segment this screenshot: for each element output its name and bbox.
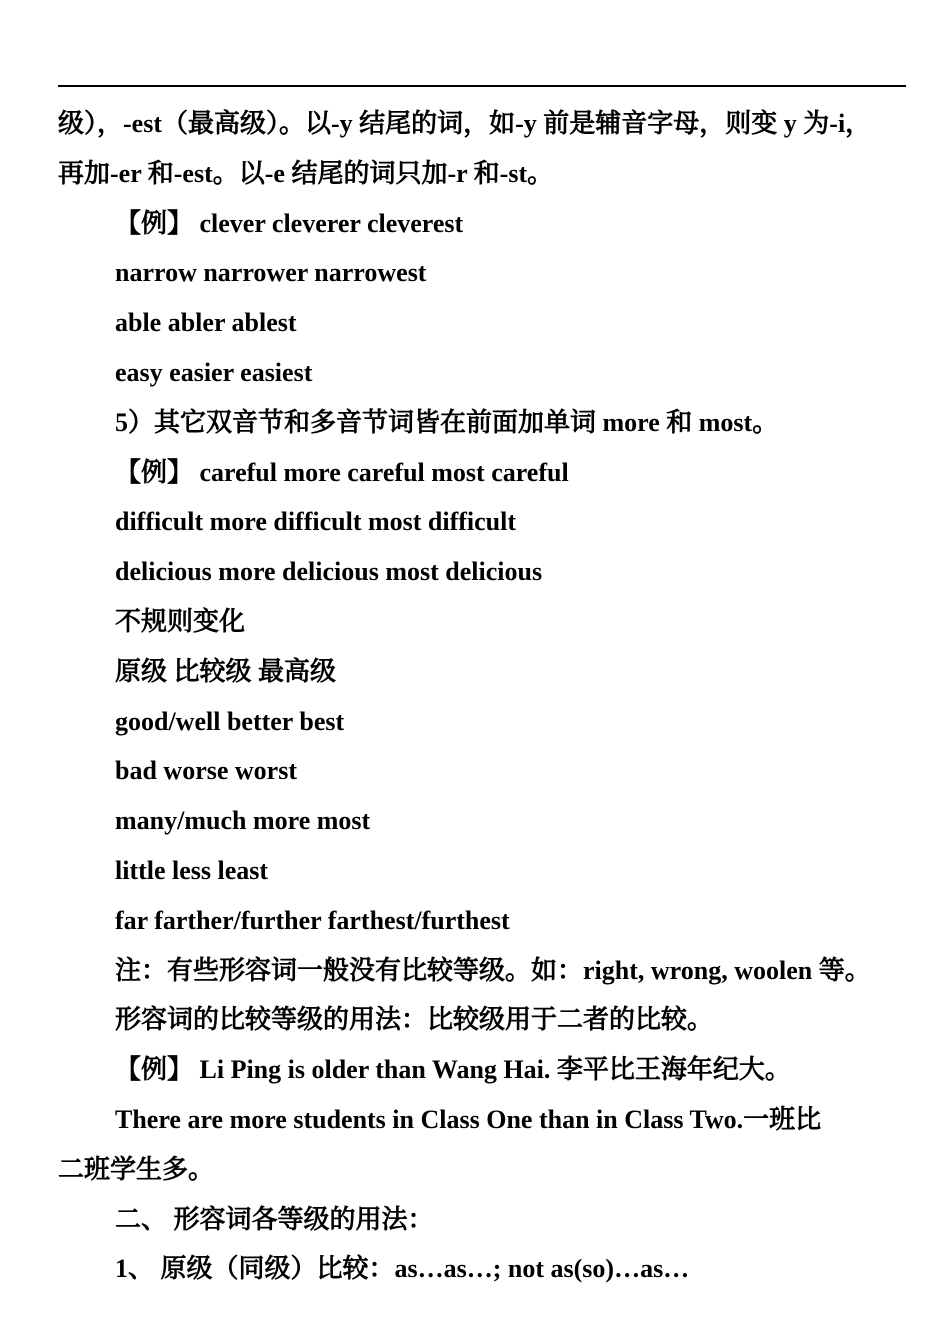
- example-line: far farther/further farthest/furthest: [115, 905, 510, 935]
- header-rule: [58, 85, 906, 87]
- example-line: delicious more delicious most delicious: [115, 557, 543, 587]
- example-line: narrow narrower narrowest: [115, 258, 427, 288]
- document-page: [58, 99, 908, 1294]
- example-line: good/well better best: [115, 706, 345, 736]
- rule-line: 5）其它双音节和多音节词皆在前面加单词 more 和 most。: [115, 407, 779, 437]
- example-line: 【例】 Li Ping is older than Wang Hai. 李平比王海年纪大。: [115, 1055, 791, 1085]
- example-line: 【例】 careful more careful most careful: [115, 457, 569, 487]
- example-line: many/much more most: [115, 806, 371, 836]
- example-line: difficult more difficult most difficult: [115, 507, 517, 537]
- example-line: easy easier easiest: [115, 357, 313, 387]
- paragraph-line: 级），-est（最高级）。以-y 结尾的词，如-y 前是辅音字母，则变 y 为-i，: [58, 109, 872, 138]
- section-heading: 1、 原级（同级）比较：as…as…; not as(so)…as…: [115, 1254, 690, 1284]
- example-line: little less least: [115, 855, 269, 885]
- paragraph-line: 再加-er 和-est。以-e 结尾的词只加-r 和-st。: [58, 158, 554, 188]
- example-line: bad worse worst: [115, 756, 297, 786]
- section-heading: 二、 形容词各等级的用法：: [115, 1204, 434, 1234]
- note-line: 注：有些形容词一般没有比较等级。如：right, wrong, woolen 等。: [115, 955, 871, 985]
- example-line: There are more students in Class One than in Class Two.一班比: [115, 1104, 822, 1134]
- table-header-line: 原级 比较级 最高级: [115, 656, 337, 686]
- section-heading: 不规则变化: [115, 606, 246, 636]
- rule-line: 形容词的比较等级的用法：比较级用于二者的比较。: [115, 1005, 714, 1035]
- example-line: 【例】 clever cleverer cleverest: [115, 208, 464, 238]
- paragraph-line: 二班学生多。: [58, 1154, 215, 1184]
- example-line: able abler ablest: [115, 308, 297, 338]
